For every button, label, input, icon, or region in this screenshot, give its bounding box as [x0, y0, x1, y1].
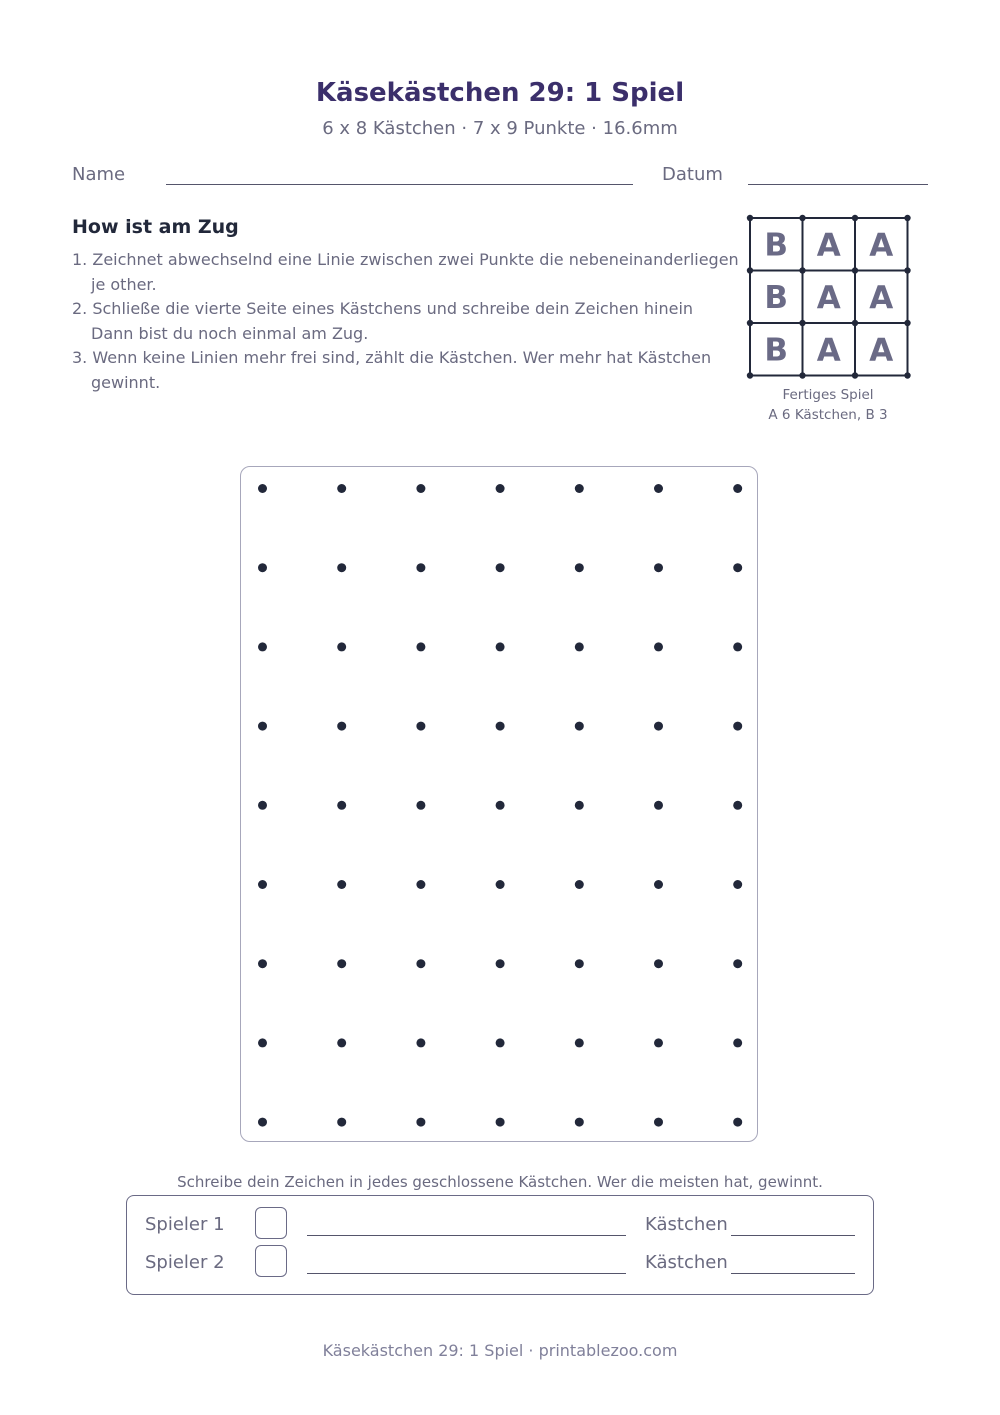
- board-dot[interactable]: [575, 960, 584, 969]
- board-dot[interactable]: [654, 1118, 663, 1127]
- scoring-hint: Schreibe dein Zeichen in jedes geschlossene Kästchen. Wer die meisten hat, gewinnt.: [177, 1173, 823, 1191]
- player-2-count-label: Kästchen: [645, 1252, 728, 1273]
- example-caption-2: A 6 Kästchen, B 3: [768, 407, 888, 423]
- footer-text: Käsekästchen 29: 1 Spiel · printablezoo.com: [322, 1341, 678, 1360]
- example-dot: [852, 372, 858, 378]
- player-2-count-line[interactable]: [731, 1273, 855, 1274]
- player-2-label: Spieler 2: [145, 1252, 225, 1273]
- board-dot[interactable]: [496, 1118, 505, 1127]
- example-dot: [799, 372, 805, 378]
- player-2-name-line[interactable]: [307, 1273, 626, 1274]
- board-dot[interactable]: [258, 801, 267, 810]
- board-dot[interactable]: [654, 801, 663, 810]
- board-dot[interactable]: [654, 960, 663, 969]
- instruction-step: [72, 346, 772, 395]
- instruction-line-cont: Dann bist du noch einmal am Zug.: [91, 323, 369, 343]
- board-dot[interactable]: [417, 1039, 426, 1048]
- board-dot[interactable]: [258, 564, 267, 573]
- board-dot[interactable]: [734, 1118, 743, 1127]
- example-dot: [747, 215, 753, 221]
- player-1-label: Spieler 1: [145, 1214, 225, 1235]
- example-dot: [747, 267, 753, 273]
- example-cell-letter: A: [816, 332, 841, 369]
- board-dot[interactable]: [734, 484, 743, 493]
- board-dot[interactable]: [575, 484, 584, 493]
- board-dot[interactable]: [575, 1039, 584, 1048]
- instructions-heading: How ist am Zug: [72, 216, 239, 238]
- board-dot[interactable]: [258, 484, 267, 493]
- board-dot[interactable]: [575, 564, 584, 573]
- board-dot[interactable]: [258, 880, 267, 889]
- example-cell-letter: A: [869, 332, 894, 369]
- instruction-line-cont: gewinnt.: [91, 372, 161, 392]
- example-cell-letter: B: [764, 227, 789, 264]
- board-dot[interactable]: [258, 722, 267, 731]
- board-dot[interactable]: [417, 564, 426, 573]
- example-dot: [904, 320, 910, 326]
- board-dot[interactable]: [496, 564, 505, 573]
- board-dot[interactable]: [575, 801, 584, 810]
- player-1-mark-box[interactable]: [255, 1207, 287, 1239]
- board-dot[interactable]: [258, 1039, 267, 1048]
- board-dot[interactable]: [575, 880, 584, 889]
- board-dot[interactable]: [496, 643, 505, 652]
- board-dot[interactable]: [575, 643, 584, 652]
- board-dot[interactable]: [258, 960, 267, 969]
- board-dot[interactable]: [654, 722, 663, 731]
- board-dot[interactable]: [496, 880, 505, 889]
- player-2-mark-box[interactable]: [255, 1245, 287, 1277]
- player-1-count-line[interactable]: [731, 1235, 855, 1236]
- board-dot[interactable]: [417, 722, 426, 731]
- page-subtitle: 6 x 8 Kästchen · 7 x 9 Punkte · 16.6mm: [322, 118, 678, 139]
- board-dot[interactable]: [338, 564, 347, 573]
- example-dot: [852, 267, 858, 273]
- board-dot[interactable]: [734, 880, 743, 889]
- example-cell-letter: B: [764, 332, 789, 369]
- board-dot[interactable]: [338, 722, 347, 731]
- board-dot[interactable]: [417, 484, 426, 493]
- example-cell-letter: A: [816, 279, 841, 316]
- instructions-list: [72, 248, 772, 395]
- board-dot[interactable]: [496, 801, 505, 810]
- example-dot: [799, 267, 805, 273]
- board-dot[interactable]: [575, 1118, 584, 1127]
- example-cell-letter: B: [764, 279, 789, 316]
- score-box: [126, 1195, 874, 1295]
- board-dot[interactable]: [338, 1039, 347, 1048]
- board-dot[interactable]: [338, 880, 347, 889]
- instruction-line: 1. Zeichnet abwechselnd eine Linie zwischen zwei Punkte die nebeneinanderliegen: [72, 250, 739, 269]
- date-label: Datum: [662, 164, 723, 185]
- instruction-step: [72, 248, 772, 297]
- board-dot[interactable]: [417, 880, 426, 889]
- page-title: Käsekästchen 29: 1 Spiel: [315, 78, 685, 108]
- board-dot[interactable]: [338, 484, 347, 493]
- board-dot[interactable]: [338, 960, 347, 969]
- board-dot[interactable]: [734, 564, 743, 573]
- example-dot: [852, 320, 858, 326]
- example-dot: [904, 215, 910, 221]
- example-dot: [904, 372, 910, 378]
- board-dot[interactable]: [417, 801, 426, 810]
- board-dot[interactable]: [417, 960, 426, 969]
- board-dot[interactable]: [734, 960, 743, 969]
- example-caption-1: Fertiges Spiel: [782, 387, 874, 403]
- name-label: Name: [72, 164, 126, 185]
- board-dot[interactable]: [654, 1039, 663, 1048]
- board-dot[interactable]: [338, 1118, 347, 1127]
- board-dot[interactable]: [654, 564, 663, 573]
- dot-grid: [239, 465, 757, 1141]
- board-dot[interactable]: [654, 880, 663, 889]
- example-dot: [799, 215, 805, 221]
- board-dot[interactable]: [496, 484, 505, 493]
- example-cell-letter: A: [869, 227, 894, 264]
- example-dot: [747, 372, 753, 378]
- player-1-name-line[interactable]: [307, 1235, 626, 1236]
- name-line[interactable]: [166, 184, 633, 185]
- board-dot[interactable]: [417, 643, 426, 652]
- instruction-line-cont: je other.: [91, 274, 157, 294]
- instruction-line: 3. Wenn keine Linien mehr frei sind, zählt die Kästchen. Wer mehr hat Kästchen: [72, 348, 712, 367]
- board-dot[interactable]: [734, 801, 743, 810]
- example-cell-letter: A: [869, 279, 894, 316]
- example-dot: [799, 320, 805, 326]
- board-dot[interactable]: [417, 1118, 426, 1127]
- board-dot[interactable]: [258, 643, 267, 652]
- board-dot[interactable]: [734, 722, 743, 731]
- example-dot: [904, 267, 910, 273]
- example-dot: [852, 215, 858, 221]
- board-dot[interactable]: [496, 722, 505, 731]
- board-dot[interactable]: [258, 1118, 267, 1127]
- example-dot: [747, 320, 753, 326]
- player-1-count-label: Kästchen: [645, 1214, 728, 1235]
- board-dot[interactable]: [734, 643, 743, 652]
- example-grid: [744, 212, 914, 382]
- game-board[interactable]: [240, 466, 758, 1142]
- date-line[interactable]: [748, 184, 928, 185]
- board-dot[interactable]: [338, 643, 347, 652]
- board-dot[interactable]: [734, 1039, 743, 1048]
- board-dot[interactable]: [338, 801, 347, 810]
- board-dot[interactable]: [575, 722, 584, 731]
- instruction-step: [72, 297, 772, 346]
- board-dot[interactable]: [654, 643, 663, 652]
- example-cell-letter: A: [816, 227, 841, 264]
- instruction-line: 2. Schließe die vierte Seite eines Kästchens und schreibe dein Zeichen hinein: [72, 299, 694, 318]
- board-dot[interactable]: [654, 484, 663, 493]
- board-dot[interactable]: [496, 1039, 505, 1048]
- board-dot[interactable]: [496, 960, 505, 969]
